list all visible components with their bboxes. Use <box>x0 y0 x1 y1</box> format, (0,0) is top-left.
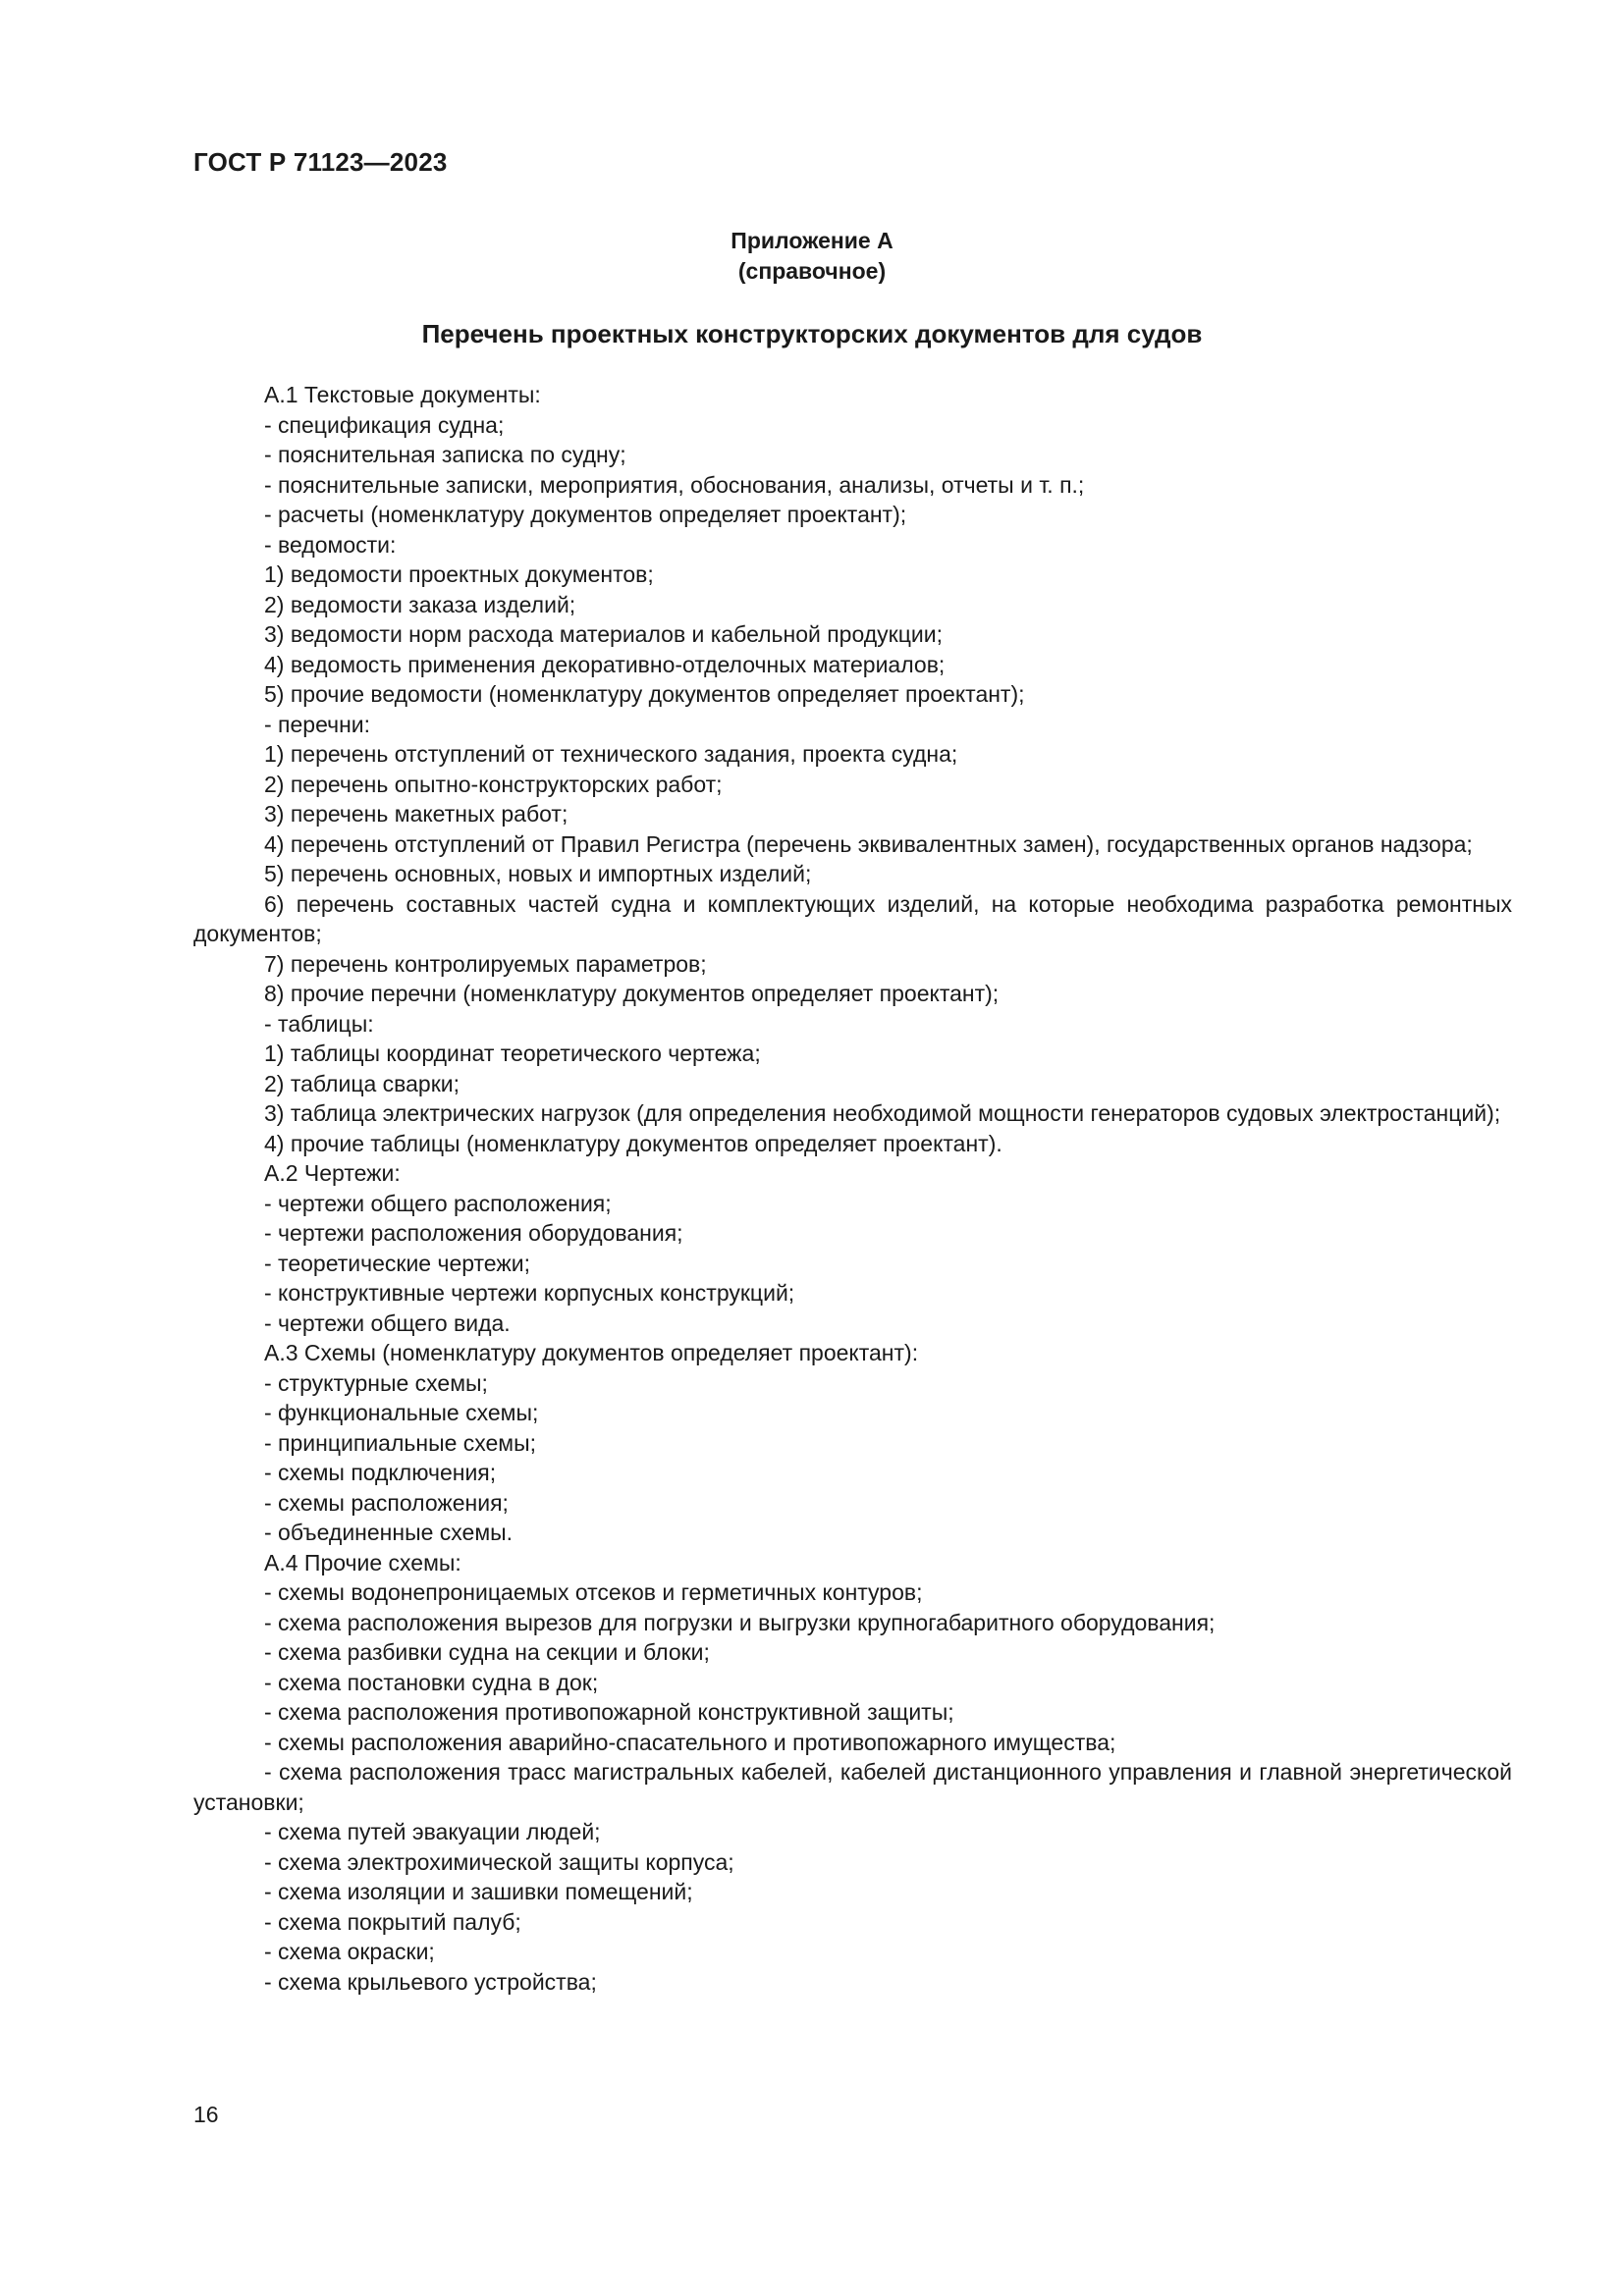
page-number: 16 <box>193 2102 219 2127</box>
body-line: - чертежи расположения оборудования; <box>264 1220 683 1246</box>
body-line: 2) перечень опытно-конструкторских работ; <box>264 771 723 797</box>
body-line: - схема покрытий палуб; <box>264 1908 521 1935</box>
body-line: А.3 Схемы (номенклатуру документов определяет проектант): <box>264 1340 919 1365</box>
body-line: 2) ведомости заказа изделий; <box>264 591 576 617</box>
body-line: - схема изоляции и зашивки помещений; <box>264 1879 693 1904</box>
body-paragraph: 6) перечень составных частей судна и комплектующих изделий, на которые необходима разработка ремонтных документов; <box>193 890 1512 946</box>
body-paragraph: 3) таблица электрических нагрузок (для определения необходимой мощности генераторов судовых электростанций); <box>264 1100 1501 1126</box>
body-line: - спецификация судна; <box>264 411 505 438</box>
body-line: 4) ведомость применения декоративно-отделочных материалов; <box>264 651 946 677</box>
body-line: А.1 Текстовые документы: <box>264 382 541 407</box>
body-line: - структурные схемы; <box>264 1369 488 1396</box>
annex-title: Приложение А <box>731 228 893 253</box>
document-code: ГОСТ Р 71123—2023 <box>193 147 448 177</box>
body-line: 7) перечень контролируемых параметров; <box>264 950 707 977</box>
body-line: - ведомости: <box>264 531 397 558</box>
body-line: - схема крыльевого устройства; <box>264 1968 597 1995</box>
body-line: 1) таблицы координат теоретического чертежа; <box>264 1041 761 1066</box>
body-paragraph: - схема расположения трасс магистральных кабелей, кабелей дистанционного управления и главной энергетической установки; <box>193 1759 1512 1815</box>
annex-type: (справочное) <box>737 258 887 284</box>
body-paragraph: 4) перечень отступлений от Правил Регистра (перечень эквивалентных замен), государственных органов надзора; <box>264 830 1473 857</box>
body-line: - объединенные схемы. <box>264 1520 514 1545</box>
body-line: 3) перечень макетных работ; <box>264 801 568 827</box>
body-line: - расчеты (номенклатуру документов определяет проектант); <box>264 502 907 527</box>
body-line: 3) ведомости норм расхода материалов и кабельной продукции; <box>264 621 943 647</box>
body-line: - перечни: <box>264 711 371 737</box>
body-line: - схемы подключения; <box>264 1460 497 1485</box>
body-line: 1) перечень отступлений от технического задания, проекта судна; <box>264 741 958 767</box>
body-line: 8) прочие перечни (номенклатуру документов определяет проектант); <box>264 981 1000 1006</box>
body-line: - пояснительная записка по судну; <box>264 442 626 467</box>
annex-heading: Перечень проектных конструкторских документов для судов <box>421 319 1203 348</box>
body-line: - конструктивные чертежи корпусных конструкций; <box>264 1280 795 1306</box>
body-line: - таблицы: <box>264 1010 374 1037</box>
body-line: - схемы водонепроницаемых отсеков и герметичных контуров; <box>264 1579 923 1605</box>
body-line: - схема окраски; <box>264 1939 435 1964</box>
body-line: 4) прочие таблицы (номенклатуру документов определяет проектант). <box>264 1130 1002 1156</box>
body-line: - пояснительные записки, мероприятия, обоснования, анализы, отчеты и т. п.; <box>264 471 1085 498</box>
body-line: А.2 Чертежи: <box>264 1160 401 1186</box>
body-line: - чертежи общего вида. <box>264 1309 511 1336</box>
body-line: - схемы расположения аварийно-спасательного и противопожарного имущества; <box>264 1729 1116 1755</box>
body-line: - принципиальные схемы; <box>264 1429 537 1456</box>
body-line: - схема постановки судна в док; <box>264 1669 599 1695</box>
body-line: 2) таблица сварки; <box>264 1070 460 1096</box>
body-line: - схема расположения вырезов для погрузки и выгрузки крупногабаритного оборудования; <box>264 1609 1216 1635</box>
body-line: 1) ведомости проектных документов; <box>264 561 654 587</box>
body-line: - схема путей эвакуации людей; <box>264 1819 601 1844</box>
body-line: - схема разбивки судна на секции и блоки; <box>264 1639 710 1665</box>
body-line: А.4 Прочие схемы: <box>264 1549 461 1575</box>
body-line: - схемы расположения; <box>264 1489 509 1516</box>
document-body <box>193 380 1512 1997</box>
body-line: - функциональные схемы; <box>264 1400 539 1425</box>
body-line: 5) прочие ведомости (номенклатуру документов определяет проектант); <box>264 681 1025 707</box>
body-line: - чертежи общего расположения; <box>264 1190 612 1216</box>
body-line: - теоретические чертежи; <box>264 1250 530 1276</box>
body-line: - схема электрохимической защиты корпуса; <box>264 1848 734 1875</box>
body-line: 5) перечень основных, новых и импортных изделий; <box>264 861 812 886</box>
body-line: - схема расположения противопожарной конструктивной защиты; <box>264 1699 954 1725</box>
